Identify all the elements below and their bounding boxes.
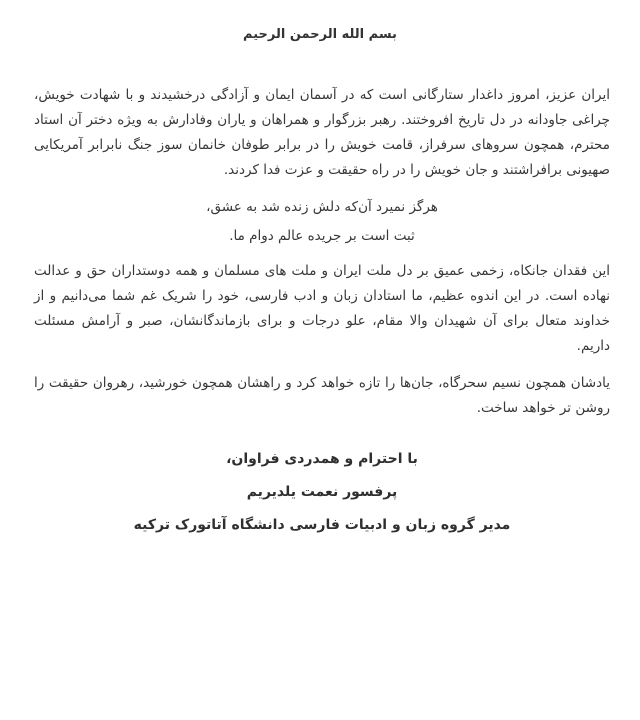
signature-block xyxy=(34,451,610,534)
letter-body xyxy=(0,83,640,534)
paragraph-condolence: این فقدان جانکاه، زخمی عمیق بر دل ملت ایران و ملت های مسلمان و همه دوستداران حق و عدالت نهاده است. در این اندوه عظیم، ما استادان زبان و ادب فارسی، خود را شریک غم شما می‌دانیم و از خداوند متعال برای آن شهیدان والا مقام، علو درجات و برای بازماندگانشان، صبر و آرامش مسئلت داریم. xyxy=(34,263,610,354)
verse-line-2: ثبت است بر جریده عالم دوام ما. xyxy=(229,228,415,244)
signature-closing: با احترام و همدردی فراوان، xyxy=(226,451,418,467)
signature-name: پرفسور نعمت یلدیریم xyxy=(246,484,398,500)
signature-title: مدیر گروه زبان و ادبیات فارسی دانشگاه آتاتورک ترکیه xyxy=(133,517,511,533)
basmala-heading: بسم الله الرحمن الرحیم xyxy=(243,27,397,42)
paragraph-opening: ایران عزیز، امروز داغدار ستارگانی است که در آسمان ایمان و آزادگی درخشیدند و با شهادت خویش، چراغی جاودانه در دل تاریخ افروختند. رهبر بزرگوار و همراهان و یاران وفادارش به ویژه دختر آن استاد محترم، همچون سروهای سرفراز، قامت خویش را در برابر طوفان خانمان سوز جنگ نابرابر آمریکایی صهیونی برافراشتند و جان خویش را در راه حقیقت و عزت فدا کردند. xyxy=(34,87,610,178)
verse-line-1: هرگز نمیرد آن‌که دلش زنده شد به عشق، xyxy=(206,199,438,215)
paragraph-remembrance: یادشان همچون نسیم سحرگاه، جان‌ها را تازه خواهد کرد و راهشان همچون خورشید، رهروان حقیقت را روشن تر خواهد ساخت. xyxy=(34,375,610,416)
